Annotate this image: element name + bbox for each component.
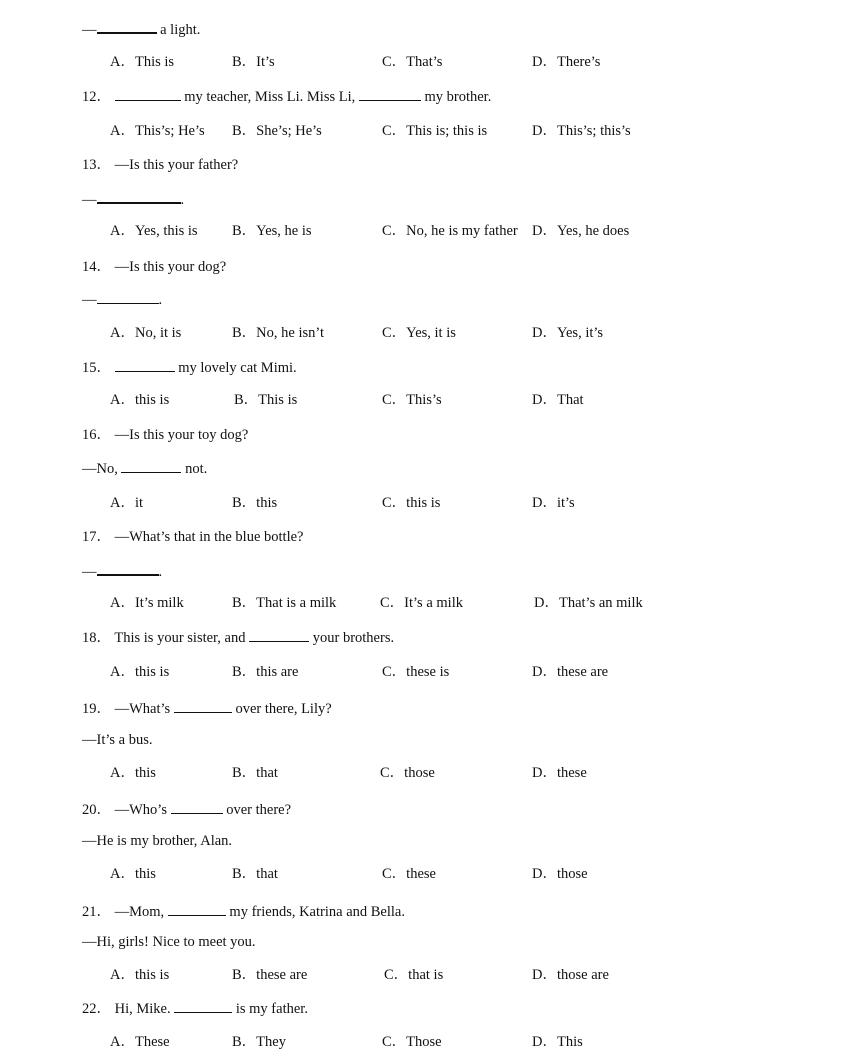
q17-answer-line <box>82 562 162 581</box>
option-d[interactable]: D．That <box>532 392 584 408</box>
dash: — <box>82 22 97 38</box>
option-b[interactable]: B．that <box>232 866 278 882</box>
option-d[interactable]: D．it’s <box>532 495 575 511</box>
q16-answer-before: —No, <box>82 461 118 477</box>
q18-text-1: This is your sister, and <box>114 630 246 646</box>
option-b[interactable]: B．They <box>232 1034 286 1050</box>
q22-text-2: is my father. <box>235 1001 308 1017</box>
option-a[interactable]: A．This is <box>110 54 175 70</box>
q16-answer-line <box>82 460 207 478</box>
question-number: 18． <box>82 630 111 646</box>
option-b[interactable]: B．That is a milk <box>232 595 337 611</box>
option-c[interactable]: C．No, he is my father <box>382 223 518 239</box>
option-d[interactable]: D．these <box>532 765 587 781</box>
option-a[interactable]: A．It’s milk <box>110 595 184 611</box>
option-d[interactable]: D．those <box>532 866 588 882</box>
answer-blank <box>121 460 181 473</box>
question-number: 17． <box>82 529 111 545</box>
q20-stem <box>82 801 291 819</box>
option-d[interactable]: D．those are <box>532 967 609 983</box>
option-b[interactable]: B．No, he isn’t <box>232 325 324 341</box>
q15-stem <box>82 359 297 377</box>
answer-blank <box>115 88 181 101</box>
question-number: 14． <box>82 259 111 275</box>
q16-stem <box>82 426 248 444</box>
q16-answer-after: not. <box>185 461 208 477</box>
option-d[interactable]: D．Yes, it’s <box>532 325 604 341</box>
q12-text-1: my teacher, Miss Li. Miss Li, <box>184 89 356 105</box>
q13-stem <box>82 156 238 174</box>
answer-blank <box>97 562 159 576</box>
option-a[interactable]: A．this is <box>110 664 170 680</box>
option-a[interactable]: A．This’s; He’s <box>110 123 205 139</box>
q19-text-1: —What’s <box>114 701 171 717</box>
q22-stem <box>82 1000 308 1018</box>
answer-blank <box>171 801 223 814</box>
dash: — <box>82 192 97 208</box>
q17-text: —What’s that in the blue bottle? <box>114 529 304 545</box>
answer-blank <box>115 359 175 372</box>
q21-reply: —Hi, girls! Nice to meet you. <box>82 934 256 950</box>
question-number: 16． <box>82 427 111 443</box>
q18-stem <box>82 629 394 647</box>
option-b[interactable]: B．that <box>232 765 278 781</box>
q21-text-2: my friends, Katrina and Bella. <box>229 904 405 920</box>
dash: — <box>82 292 97 308</box>
answer-blank <box>359 88 421 101</box>
q16-text: —Is this your toy dog? <box>114 427 249 443</box>
option-c[interactable]: C．that is <box>384 967 444 983</box>
q14-text: —Is this your dog? <box>114 259 227 275</box>
option-d[interactable]: D．This <box>532 1034 583 1050</box>
option-d[interactable]: D．Yes, he does <box>532 223 630 239</box>
option-c[interactable]: C．Those <box>382 1034 442 1050</box>
period: . <box>158 564 163 580</box>
option-b[interactable]: B．This is <box>234 392 298 408</box>
answer-blank <box>97 291 159 304</box>
q13-answer-line <box>82 190 184 209</box>
q15-text: my lovely cat Mimi. <box>178 360 297 376</box>
q12-stem <box>82 88 491 106</box>
period: . <box>180 192 185 208</box>
q21-stem <box>82 903 405 921</box>
dash: — <box>82 564 97 580</box>
option-a[interactable]: A．Yes, this is <box>110 223 198 239</box>
q21-text-1: —Mom, <box>114 904 165 920</box>
option-c[interactable]: C．It’s a milk <box>380 595 463 611</box>
q11-text: a light. <box>156 22 201 38</box>
answer-blank <box>174 700 232 713</box>
option-c[interactable]: C．That’s <box>382 54 443 70</box>
q19-stem <box>82 700 332 718</box>
question-number: 12． <box>82 89 111 105</box>
q20-reply: —He is my brother, Alan. <box>82 833 233 849</box>
question-number: 22． <box>82 1001 111 1017</box>
option-b[interactable]: B．these are <box>232 967 308 983</box>
option-b[interactable]: B．this are <box>232 664 299 680</box>
q14-answer-line <box>82 291 162 309</box>
option-c[interactable]: C．This is; this is <box>382 123 488 139</box>
option-a[interactable]: A．No, it is <box>110 325 182 341</box>
option-d[interactable]: D．This’s; this’s <box>532 123 631 139</box>
q14-stem <box>82 258 226 276</box>
option-d[interactable]: D．There’s <box>532 54 601 70</box>
option-b[interactable]: B．She’s; He’s <box>232 123 322 139</box>
answer-blank <box>174 1000 232 1013</box>
option-c[interactable]: C．Yes, it is <box>382 325 456 341</box>
answer-blank <box>249 629 309 642</box>
option-c[interactable]: C．this is <box>382 495 441 511</box>
option-a[interactable]: A．this is <box>110 967 170 983</box>
q20-text-2: over there? <box>226 802 292 818</box>
option-a[interactable]: A．this is <box>110 392 170 408</box>
option-a[interactable]: A．These <box>110 1034 170 1050</box>
option-b[interactable]: B．this <box>232 495 278 511</box>
period: . <box>158 292 163 308</box>
option-a[interactable]: A．this <box>110 765 156 781</box>
option-c[interactable]: C．these is <box>382 664 450 680</box>
q13-text: —Is this your father? <box>114 157 239 173</box>
option-d[interactable]: D．That’s an milk <box>534 595 643 611</box>
q20-text-1: —Who’s <box>114 802 167 818</box>
q18-text-2: your brothers. <box>312 630 395 646</box>
option-c[interactable]: C．these <box>382 866 436 882</box>
question-number: 15． <box>82 360 111 376</box>
option-a[interactable]: A．this <box>110 866 156 882</box>
option-a[interactable]: A．it <box>110 495 144 511</box>
q17-stem <box>82 528 303 546</box>
question-number: 19． <box>82 701 111 717</box>
q19-reply: —It’s a bus. <box>82 732 153 748</box>
question-number: 20． <box>82 802 111 818</box>
option-c[interactable]: C．This’s <box>382 392 442 408</box>
answer-blank <box>97 20 157 34</box>
q22-text-1: Hi, Mike. <box>114 1001 171 1017</box>
question-number: 21． <box>82 904 111 920</box>
question-number: 13． <box>82 157 111 173</box>
answer-blank <box>168 903 226 916</box>
q12-text-2: my brother. <box>424 89 492 105</box>
option-b[interactable]: B．It’s <box>232 54 275 70</box>
q19-text-2: over there, Lily? <box>235 701 332 717</box>
option-b[interactable]: B．Yes, he is <box>232 223 312 239</box>
option-d[interactable]: D．these are <box>532 664 609 680</box>
answer-blank <box>97 190 181 204</box>
option-c[interactable]: C．those <box>380 765 435 781</box>
q11-stem <box>82 20 200 39</box>
